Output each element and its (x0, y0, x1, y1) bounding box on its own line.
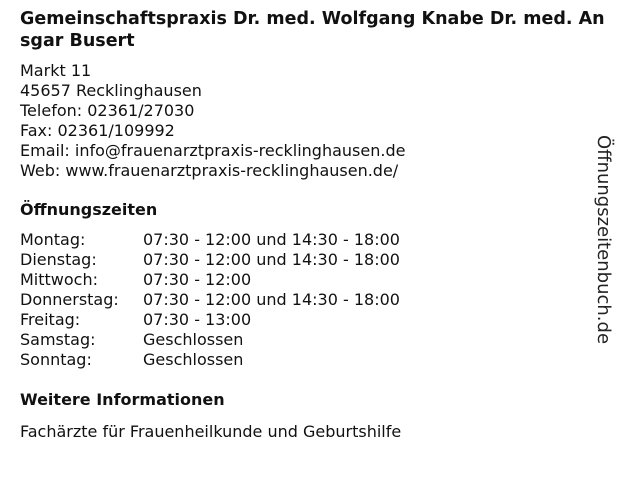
hours-day: Sonntag: (20, 350, 92, 369)
further-info-heading: Weitere Informationen (20, 390, 225, 409)
hours-row-friday (20, 310, 620, 330)
further-info-text: Fachärzte für Frauenheilkunde und Geburtshilfe (20, 422, 402, 441)
hours-day: Donnerstag: (20, 290, 119, 309)
practice-card (20, 8, 620, 442)
hours-time: 07:30 - 12:00 und 14:30 - 18:00 (143, 290, 400, 309)
hours-row-tuesday (20, 250, 620, 270)
opening-hours-table (20, 230, 620, 370)
hours-day: Dienstag: (20, 250, 97, 269)
hours-day: Samstag: (20, 330, 96, 349)
hours-time: 07:30 - 13:00 (143, 310, 252, 329)
hours-row-sunday (20, 350, 620, 370)
email: Email: info@frauenarztpraxis-recklinghausen.de (20, 141, 406, 160)
fax: Fax: 02361/109992 (20, 121, 175, 140)
hours-time: 07:30 - 12:00 und 14:30 - 18:00 (143, 250, 400, 269)
opening-hours-heading: Öffnungszeiten (20, 200, 158, 219)
practice-name: Gemeinschaftspraxis Dr. med. Wolfgang Knabe Dr. med. Ansgar Busert (20, 9, 605, 51)
street: Markt 11 (20, 61, 92, 80)
hours-time: Geschlossen (143, 350, 244, 369)
hours-time: 07:30 - 12:00 (143, 270, 252, 289)
hours-row-wednesday (20, 270, 620, 290)
hours-day: Montag: (20, 230, 86, 249)
hours-time: 07:30 - 12:00 und 14:30 - 18:00 (143, 230, 400, 249)
hours-day: Freitag: (20, 310, 81, 329)
hours-row-monday (20, 230, 620, 250)
website: Web: www.frauenarztpraxis-recklinghausen.de/ (20, 161, 399, 180)
hours-row-saturday (20, 330, 620, 350)
city: 45657 Recklinghausen (20, 81, 202, 100)
contact-block (20, 61, 620, 181)
hours-time: Geschlossen (143, 330, 244, 349)
site-watermark: Öffnungszeitenbuch.de (593, 135, 614, 345)
hours-row-thursday (20, 290, 620, 310)
phone: Telefon: 02361/27030 (20, 101, 195, 120)
hours-day: Mittwoch: (20, 270, 98, 289)
